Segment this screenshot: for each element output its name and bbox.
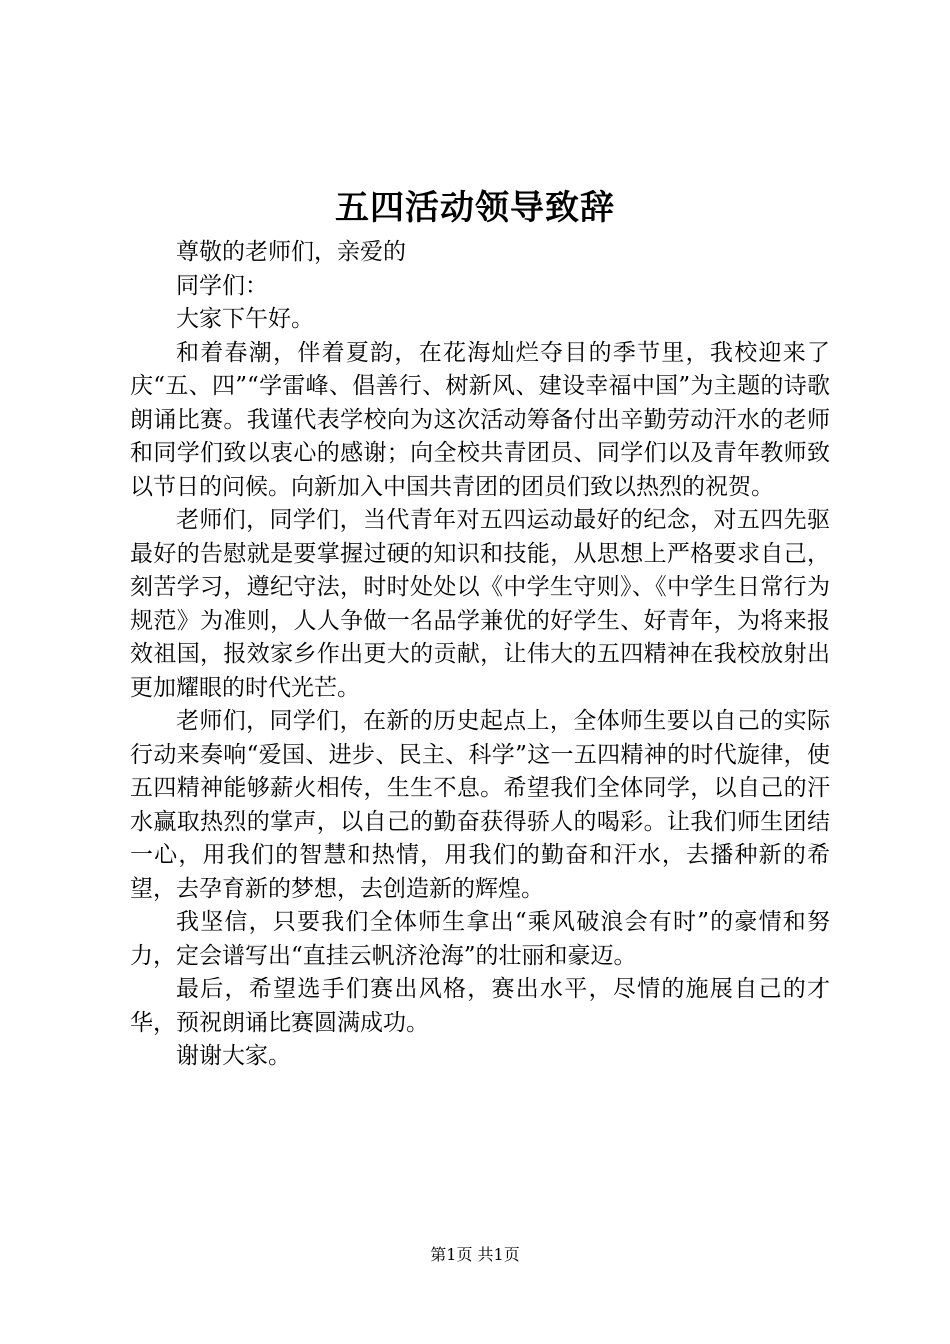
paragraph-body: 老师们，同学们，在新的历史起点上，全体师生要以自己的实际行动来奏响“爱国、进步、民主、科学”这一五四精神的时代旋律，使五四精神能够薪火相传，生生不息。希望我们全体同学，以自己的汗水赢取热烈的掌声，以自己的勤奋获得骄人的喝彩。让我们师生团结一心，用我们的智慧和热情，用我们的勤奋和汗水，去播种新的希望，去孕育新的梦想，去创造新的辉煌。: [130, 708, 830, 902]
page-number-footer: 第1页 共1页: [430, 1245, 520, 1264]
document-title: 五四活动领导致辞: [335, 188, 615, 228]
paragraph-body: 老师们，同学们，当代青年对五四运动最好的纪念，对五四先驱最好的告慰就是要掌握过硬的知识和技能，从思想上严格要求自己，刻苦学习，遵纪守法，时时处处以《中学生守则》、《中学生日常行为规范》为准则，人人争做一名品学兼优的好学生、好青年，为将来报效祖国，报效家乡作出更大的贡献，让伟大的五四精神在我校放射出更加耀眼的时代光芒。: [130, 507, 830, 701]
paragraph-salutation-cont: 同学们：: [176, 272, 268, 299]
paragraph-body: 最后，希望选手们赛出风格，赛出水平，尽情的施展自己的才华，预祝朗诵比赛圆满成功。: [130, 976, 830, 1036]
document-body: [130, 236, 830, 1074]
paragraph-body: 我坚信，只要我们全体师生拿出“乘风破浪会有时”的豪情和努力，定会谱写出“直挂云帆济沧海”的壮丽和豪迈。: [130, 909, 830, 969]
paragraph-salutation: 尊敬的老师们，亲爱的: [176, 239, 406, 265]
paragraph-greeting: 大家下午好。: [176, 306, 314, 332]
paragraph-closing: 谢谢大家。: [176, 1043, 291, 1069]
paragraph-body: 和着春潮，伴着夏韵，在花海灿烂夺目的季节里，我校迎来了庆“五、四”“学雷峰、倡善行、树新风、建设幸福中国”为主题的诗歌朗诵比赛。我谨代表学校向为这次活动筹备付出辛勤劳动汗水的老师和同学们致以衷心的感谢；向全校共青团员、同学们以及青年教师致以节日的问候。向新加入中国共青团的团员们致以热烈的祝贺。: [130, 339, 830, 500]
